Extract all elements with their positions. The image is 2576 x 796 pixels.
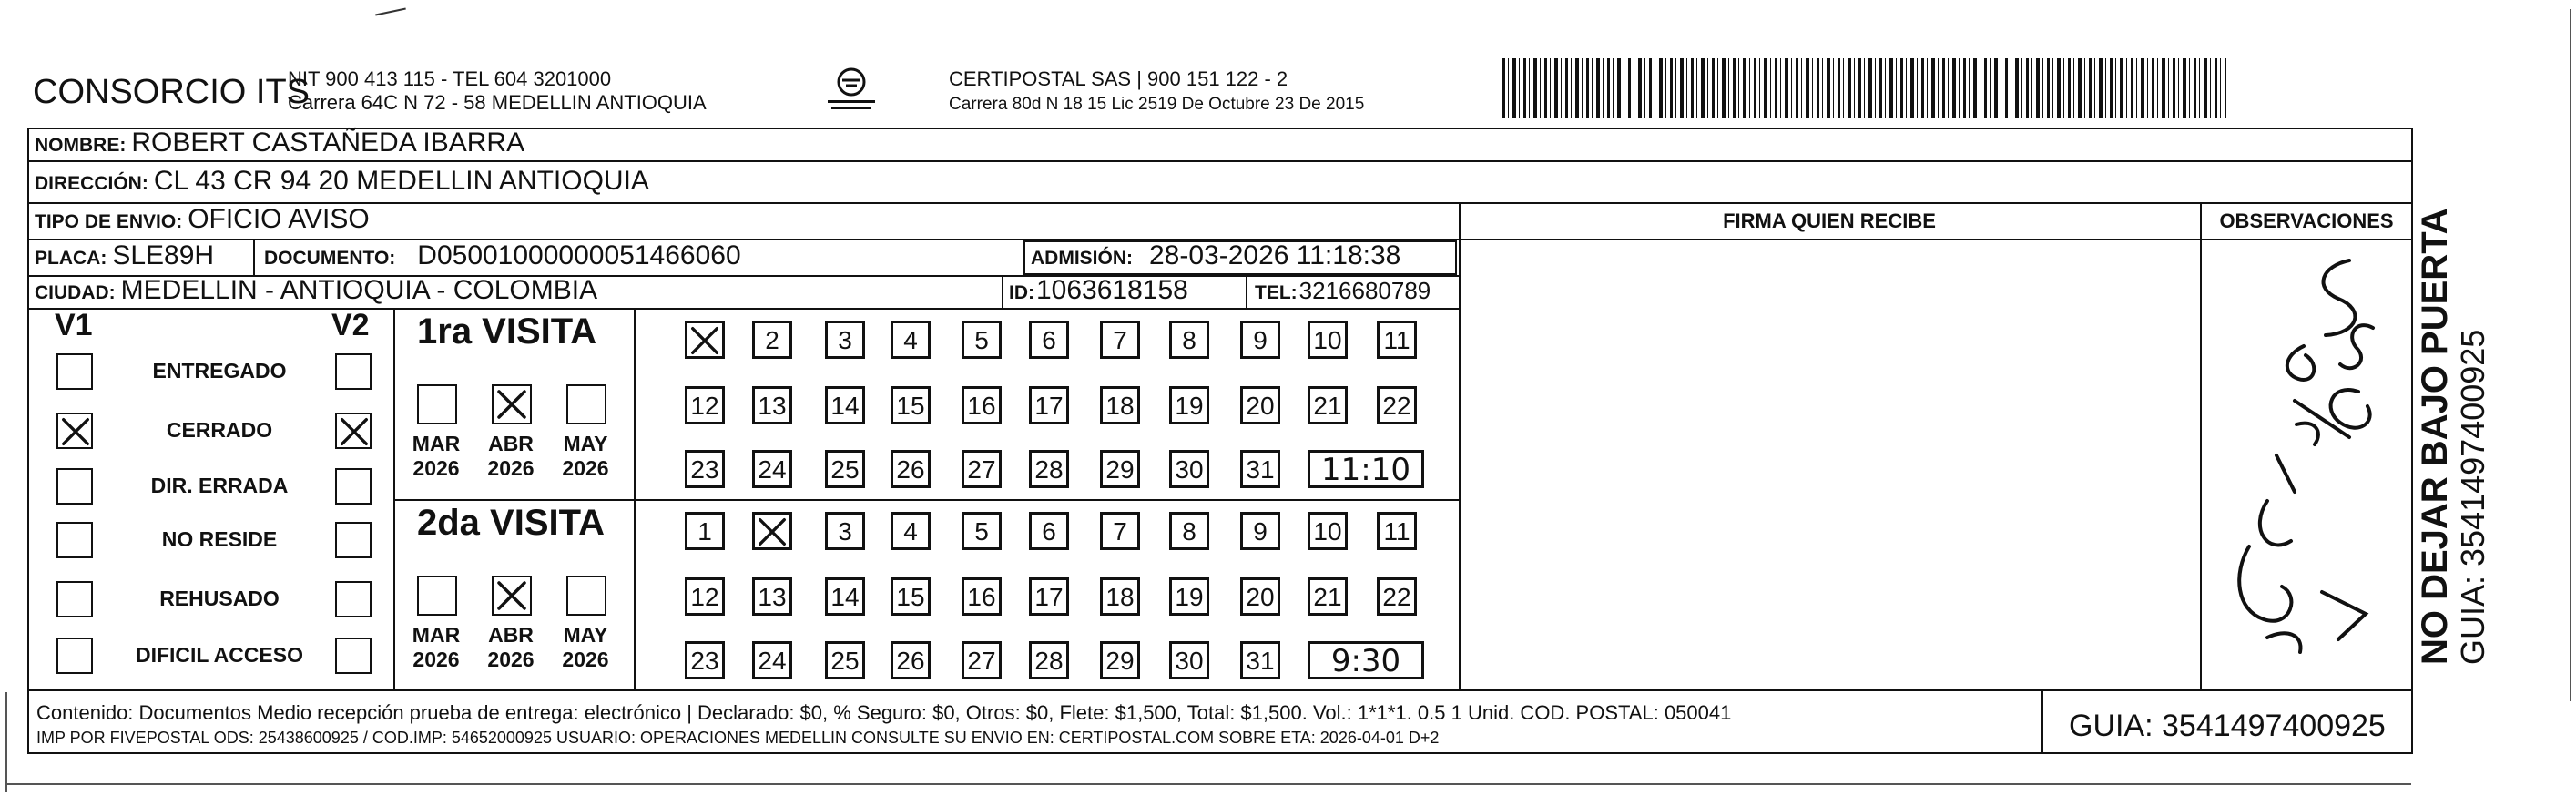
tipo-value: OFICIO AVISO xyxy=(188,204,370,234)
margin-mark xyxy=(5,692,7,792)
carrier-logo-icon xyxy=(824,64,879,115)
day-box[interactable]: 22 xyxy=(1377,386,1417,424)
cell-line xyxy=(1002,275,1003,308)
month-label xyxy=(554,623,617,672)
admision-row xyxy=(1031,240,1400,271)
day-box[interactable]: 29 xyxy=(1100,450,1140,488)
day-box[interactable]: 17 xyxy=(1029,386,1069,424)
footer-contenido: Contenido: Documentos Medio recepción prueba de entrega: electrónico | Declarado: $0, % Seguro: $0, Otros: $0, Flete: $1,500, Total: $1,500. Vol.: 1*1*1. 0.5 1 Unid. COD. POSTAL: 050041 xyxy=(36,701,1732,724)
day-box[interactable]: 3 xyxy=(825,321,865,359)
month-label xyxy=(479,623,543,672)
ciudad-label: CIUDAD: xyxy=(35,282,116,303)
month-label xyxy=(554,432,617,481)
day-box[interactable]: 23 xyxy=(685,641,725,679)
day-box[interactable]: 7 xyxy=(1100,321,1140,359)
day-box[interactable]: 10 xyxy=(1308,321,1348,359)
month-checkbox[interactable] xyxy=(566,384,606,424)
col-line xyxy=(1459,202,1461,689)
carrier-name: CERTIPOSTAL SAS | 900 151 122 - 2 xyxy=(949,67,1288,90)
day-box[interactable]: 14 xyxy=(825,386,865,424)
day-box[interactable]: 18 xyxy=(1100,386,1140,424)
visit-divider xyxy=(393,499,1459,501)
margin-mark xyxy=(2570,9,2571,701)
tel-row xyxy=(1255,277,1431,305)
day-box[interactable]: 24 xyxy=(752,450,792,488)
day-box[interactable]: 9 xyxy=(1240,512,1280,550)
day-box[interactable]: 9 xyxy=(1240,321,1280,359)
month-name: MAR xyxy=(412,623,461,647)
direccion-label: DIRECCIÓN: xyxy=(35,173,148,194)
day-box[interactable]: 8 xyxy=(1169,321,1209,359)
status-option-label: CERRADO xyxy=(166,418,273,442)
v2-checkbox[interactable] xyxy=(335,353,372,390)
status-option-label: DIR. ERRADA xyxy=(150,474,289,497)
v2-checkbox[interactable] xyxy=(335,581,372,617)
col-line xyxy=(2200,202,2202,689)
day-box[interactable]: 11 xyxy=(1377,512,1417,550)
nombre-value: ROBERT CASTAÑEDA IBARRA xyxy=(131,128,525,158)
day-box[interactable]: 21 xyxy=(1308,577,1348,616)
day-box[interactable]: 4 xyxy=(891,512,931,550)
documento-value: D05001000000051466060 xyxy=(417,240,741,270)
day-box[interactable]: 12 xyxy=(685,386,725,424)
status-option-label: NO RESIDE xyxy=(161,527,278,551)
day-box[interactable]: 8 xyxy=(1169,512,1209,550)
day-box[interactable]: 21 xyxy=(1308,386,1348,424)
month-year: 2026 xyxy=(562,648,609,671)
time-box[interactable]: 11:10 xyxy=(1308,450,1424,488)
day-box[interactable]: 30 xyxy=(1169,450,1209,488)
month-name: ABR xyxy=(488,623,534,647)
row-line xyxy=(27,308,1459,310)
day-box[interactable]: 5 xyxy=(962,512,1002,550)
footer-impresion: IMP POR FIVEPOSTAL ODS: 25438600925 / COD.IMP: 54652000925 USUARIO: OPERACIONES MEDELLIN CONSULTE SU ENVIO EN: CERTIPOSTAL.COM SOBRE ETA: 2026-04-01 D+2 xyxy=(36,729,1440,747)
day-box[interactable]: 16 xyxy=(962,577,1002,616)
day-box[interactable]: 14 xyxy=(825,577,865,616)
v1-header: V1 xyxy=(55,308,93,342)
barcode xyxy=(1502,58,2226,118)
v1-checkbox[interactable] xyxy=(56,353,93,390)
month-checkbox[interactable] xyxy=(417,576,457,616)
observaciones-handwriting xyxy=(2213,246,2404,683)
side-guia-text: GUIA: 3541497400925 xyxy=(2454,329,2491,665)
placa-row xyxy=(35,240,214,271)
v2-checkbox[interactable] xyxy=(335,638,372,674)
direccion-row xyxy=(35,166,649,197)
carrier-address: Carrera 80d N 18 15 Lic 2519 De Octubre 23 De 2015 xyxy=(949,95,1365,114)
day-box[interactable]: 22 xyxy=(1377,577,1417,616)
day-box[interactable]: 29 xyxy=(1100,641,1140,679)
day-box[interactable] xyxy=(752,512,792,550)
company-name: CONSORCIO ITS xyxy=(33,73,311,111)
id-label: ID: xyxy=(1009,282,1034,303)
ciudad-row xyxy=(35,275,597,306)
tipo-row xyxy=(35,204,370,235)
status-option-label: REHUSADO xyxy=(159,587,280,610)
day-box[interactable]: 15 xyxy=(891,386,931,424)
day-box[interactable]: 19 xyxy=(1169,577,1209,616)
tel-value: 3216680789 xyxy=(1298,277,1431,304)
observaciones-header: OBSERVACIONES xyxy=(2219,209,2394,232)
day-box[interactable]: 4 xyxy=(891,321,931,359)
day-box[interactable]: 20 xyxy=(1240,386,1280,424)
id-value: 1063618158 xyxy=(1036,275,1188,305)
v1-checkbox[interactable] xyxy=(56,413,93,449)
day-box[interactable]: 27 xyxy=(962,450,1002,488)
day-box[interactable]: 13 xyxy=(752,577,792,616)
footer-guia: GUIA: 3541497400925 xyxy=(2069,709,2386,743)
day-box[interactable]: 3 xyxy=(825,512,865,550)
direccion-value: CL 43 CR 94 20 MEDELLIN ANTIOQUIA xyxy=(153,166,649,196)
company-address: Carrera 64C N 72 - 58 MEDELLIN ANTIOQUIA xyxy=(288,91,707,114)
day-box[interactable]: 18 xyxy=(1100,577,1140,616)
tel-label: TEL: xyxy=(1255,282,1298,303)
day-box[interactable]: 7 xyxy=(1100,512,1140,550)
day-box[interactable]: 25 xyxy=(825,641,865,679)
tipo-label: TIPO DE ENVIO: xyxy=(35,211,183,232)
margin-mark xyxy=(7,783,2411,785)
day-box[interactable]: 12 xyxy=(685,577,725,616)
nombre-row xyxy=(35,128,524,158)
v2-checkbox[interactable] xyxy=(335,522,372,558)
time-box[interactable]: 9:30 xyxy=(1308,641,1424,679)
v2-header: V2 xyxy=(331,308,370,342)
day-box[interactable]: 13 xyxy=(752,386,792,424)
ciudad-value: MEDELLIN - ANTIOQUIA - COLOMBIA xyxy=(120,275,598,305)
day-box[interactable]: 30 xyxy=(1169,641,1209,679)
day-box[interactable]: 2 xyxy=(752,321,792,359)
month-name: MAR xyxy=(412,432,461,455)
row-line xyxy=(27,160,2413,162)
day-box[interactable]: 28 xyxy=(1029,450,1069,488)
month-label xyxy=(479,432,543,481)
nombre-label: NOMBRE: xyxy=(35,135,127,156)
month-year: 2026 xyxy=(487,648,535,671)
day-box[interactable]: 23 xyxy=(685,450,725,488)
day-box[interactable]: 10 xyxy=(1308,512,1348,550)
v1-checkbox[interactable] xyxy=(56,581,93,617)
day-box[interactable]: 19 xyxy=(1169,386,1209,424)
v1-checkbox[interactable] xyxy=(56,468,93,505)
day-box[interactable]: 25 xyxy=(825,450,865,488)
documento-label: DOCUMENTO: xyxy=(264,248,396,269)
visit-title: 2da VISITA xyxy=(417,503,605,543)
day-box[interactable]: 17 xyxy=(1029,577,1069,616)
status-option-label: DIFICIL ACCESO xyxy=(135,643,303,667)
day-box[interactable]: 6 xyxy=(1029,321,1069,359)
day-box[interactable]: 1 xyxy=(685,512,725,550)
month-year: 2026 xyxy=(412,648,460,671)
month-checkbox[interactable] xyxy=(492,576,532,616)
day-box[interactable]: 15 xyxy=(891,577,931,616)
placa-label: PLACA: xyxy=(35,248,107,269)
v2-checkbox[interactable] xyxy=(335,413,372,449)
status-option-label: ENTREGADO xyxy=(152,359,287,383)
admision-value: 28-03-2026 11:18:38 xyxy=(1149,240,1401,270)
day-box[interactable]: 6 xyxy=(1029,512,1069,550)
day-box[interactable]: 31 xyxy=(1240,641,1280,679)
month-checkbox[interactable] xyxy=(417,384,457,424)
stray-mark xyxy=(375,7,406,15)
v1-checkbox[interactable] xyxy=(56,638,93,674)
month-label xyxy=(404,623,468,672)
day-box[interactable]: 20 xyxy=(1240,577,1280,616)
day-box[interactable]: 26 xyxy=(891,450,931,488)
side-main-text: NO DEJAR BAJO PUERTA xyxy=(2415,208,2455,665)
month-name: MAY xyxy=(563,432,608,455)
row-line xyxy=(27,689,2413,691)
company-nit: NIT 900 413 115 - TEL 604 3201000 xyxy=(288,67,612,90)
side-warning xyxy=(2415,155,2491,665)
day-box[interactable] xyxy=(685,321,725,359)
month-checkbox[interactable] xyxy=(566,576,606,616)
documento-row xyxy=(264,240,741,271)
day-box[interactable]: 28 xyxy=(1029,641,1069,679)
visit-title: 1ra VISITA xyxy=(417,311,597,352)
placa-value: SLE89H xyxy=(112,240,215,270)
day-box[interactable]: 5 xyxy=(962,321,1002,359)
v1-checkbox[interactable] xyxy=(56,522,93,558)
month-checkbox[interactable] xyxy=(492,384,532,424)
firma-header: FIRMA QUIEN RECIBE xyxy=(1723,209,1936,232)
admision-label: ADMISIÓN: xyxy=(1031,248,1133,269)
day-box[interactable]: 31 xyxy=(1240,450,1280,488)
day-box[interactable]: 16 xyxy=(962,386,1002,424)
day-box[interactable]: 11 xyxy=(1377,321,1417,359)
day-box[interactable]: 26 xyxy=(891,641,931,679)
day-box[interactable]: 24 xyxy=(752,641,792,679)
row-line xyxy=(27,202,2413,204)
v2-checkbox[interactable] xyxy=(335,468,372,505)
month-name: ABR xyxy=(488,432,534,455)
col-line xyxy=(2041,689,2043,754)
cell-line xyxy=(253,239,255,275)
cell-line xyxy=(1246,275,1247,308)
month-label xyxy=(404,432,468,481)
month-year: 2026 xyxy=(412,456,460,480)
month-year: 2026 xyxy=(562,456,609,480)
month-year: 2026 xyxy=(487,456,535,480)
day-box[interactable]: 27 xyxy=(962,641,1002,679)
id-row xyxy=(1009,275,1188,306)
month-name: MAY xyxy=(563,623,608,647)
row-line xyxy=(1459,239,2413,240)
